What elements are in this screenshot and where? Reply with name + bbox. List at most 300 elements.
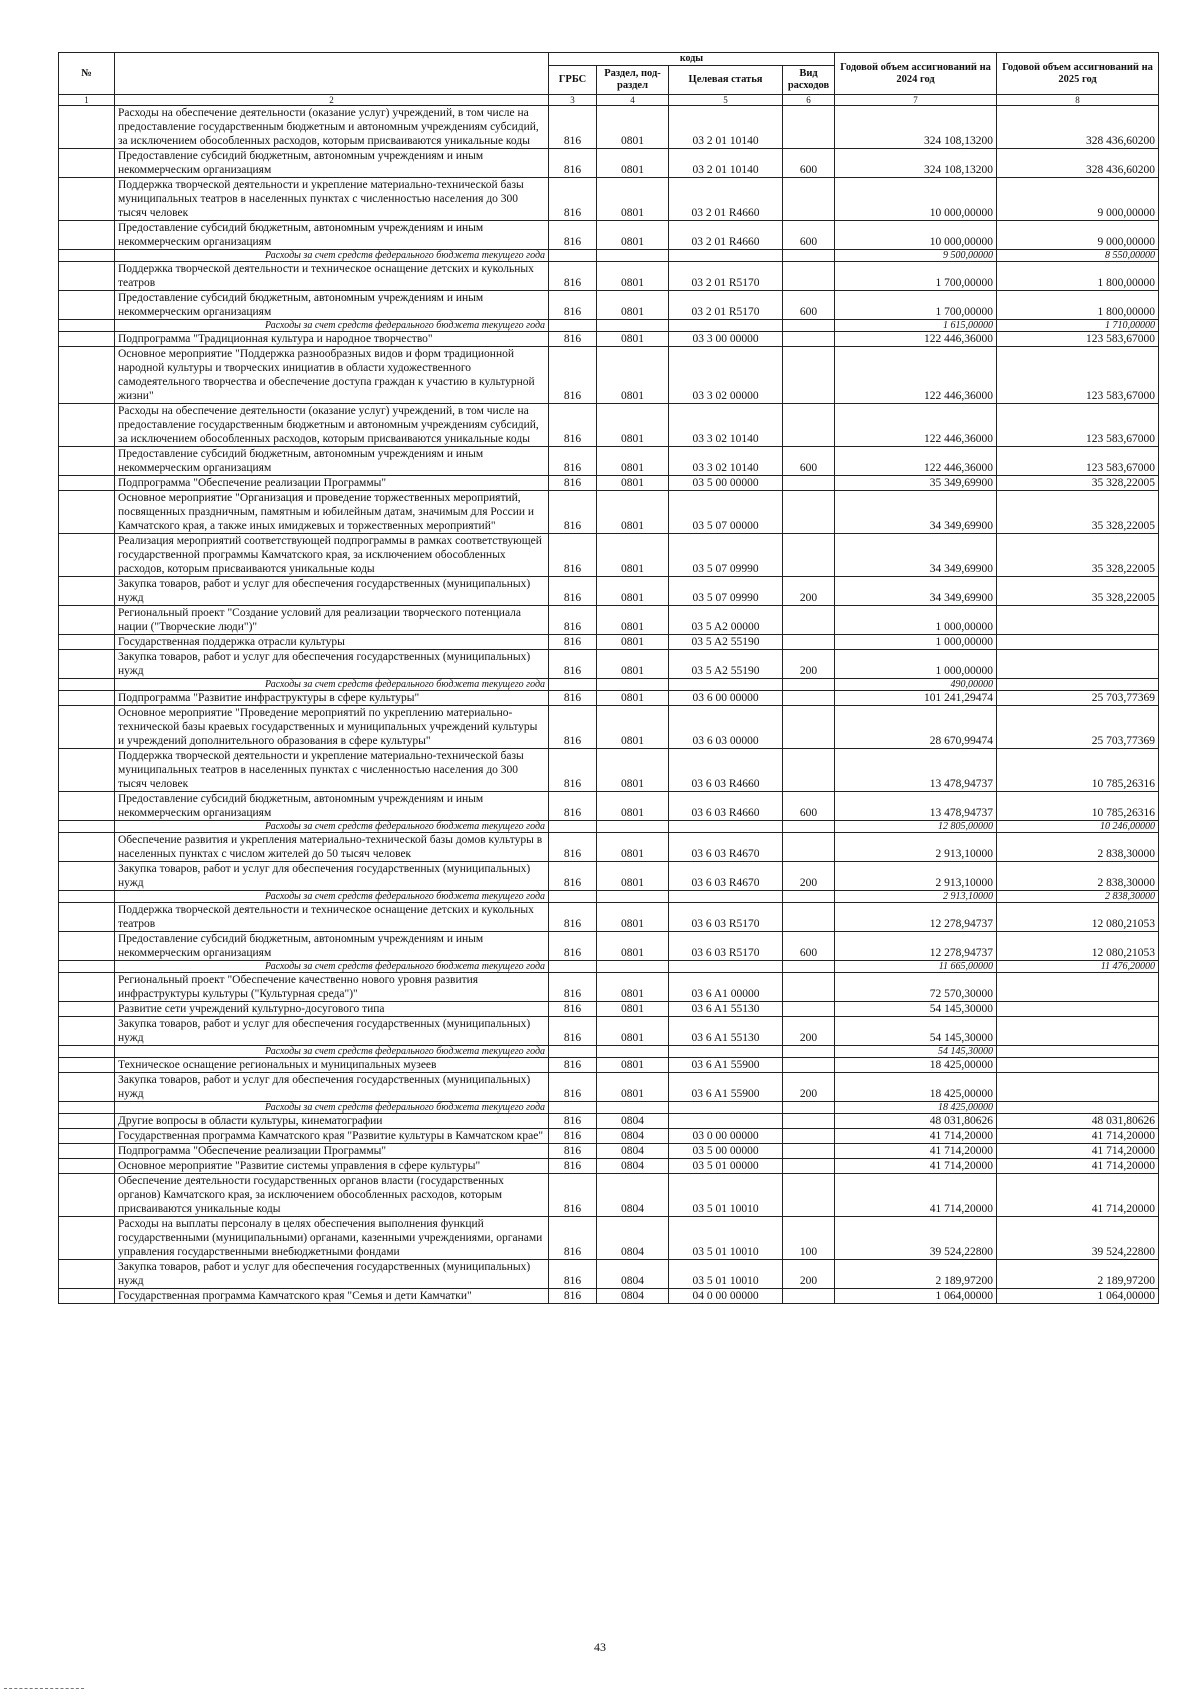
row-amount-2024: 18 425,00000 bbox=[835, 1073, 997, 1102]
row-grbs: 816 bbox=[549, 491, 597, 534]
row-name: Обеспечение развития и укрепления материально-технической базы домов культуры в населенных пунктах с числом жителей до 50 тысяч человек bbox=[115, 833, 549, 862]
table-row bbox=[59, 903, 1159, 932]
row-amount-2025 bbox=[997, 606, 1159, 635]
row-razdel: 0801 bbox=[597, 577, 669, 606]
row-name: Подпрограмма "Развитие инфраструктуры в сфере культуры" bbox=[115, 691, 549, 706]
table-body bbox=[59, 106, 1159, 1304]
row-name: Предоставление субсидий бюджетным, автономным учреждениям и иным некоммерческим организациям bbox=[115, 792, 549, 821]
row-amount-2024: 18 425,00000 bbox=[835, 1058, 997, 1073]
row-type bbox=[783, 476, 835, 491]
row-type bbox=[783, 347, 835, 404]
row-razdel: 0801 bbox=[597, 635, 669, 650]
row-type: 200 bbox=[783, 1073, 835, 1102]
row-name: Основное мероприятие "Организация и проведение торжественных мероприятий, посвященных праздничным, памятным и юбилейным датам, значимым для России и Камчатского края, а также иных имиджевых и торжественных мероприятий" bbox=[115, 491, 549, 534]
row-target: 03 6 A1 55130 bbox=[669, 1002, 783, 1017]
row-number bbox=[59, 262, 115, 291]
row-razdel: 0801 bbox=[597, 1058, 669, 1073]
row-name: Расходы за счет средств федерального бюджета текущего года bbox=[115, 961, 549, 973]
row-razdel: 0801 bbox=[597, 347, 669, 404]
row-target: 03 2 01 R4660 bbox=[669, 221, 783, 250]
row-name: Расходы за счет средств федерального бюджета текущего года bbox=[115, 679, 549, 691]
row-name: Обеспечение деятельности государственных органов власти (государственных органов) Камчатского края, за исключением обособленных расходов, которым присваиваются уникальные коды bbox=[115, 1174, 549, 1217]
row-amount-2025: 39 524,22800 bbox=[997, 1217, 1159, 1260]
row-grbs bbox=[549, 320, 597, 332]
header-2024: Годовой объем ассигнований на 2024 год bbox=[835, 53, 997, 95]
row-grbs: 816 bbox=[549, 833, 597, 862]
table-row bbox=[59, 178, 1159, 221]
row-grbs: 816 bbox=[549, 749, 597, 792]
row-grbs bbox=[549, 250, 597, 262]
row-target: 03 2 01 R5170 bbox=[669, 262, 783, 291]
row-amount-2024: 122 446,36000 bbox=[835, 332, 997, 347]
row-type bbox=[783, 833, 835, 862]
row-razdel: 0801 bbox=[597, 534, 669, 577]
row-target: 03 6 A1 00000 bbox=[669, 973, 783, 1002]
row-type bbox=[783, 961, 835, 973]
table-row bbox=[59, 291, 1159, 320]
row-amount-2024: 101 241,29474 bbox=[835, 691, 997, 706]
row-amount-2024: 54 145,30000 bbox=[835, 1046, 997, 1058]
row-razdel: 0801 bbox=[597, 1002, 669, 1017]
row-type bbox=[783, 691, 835, 706]
row-number bbox=[59, 106, 115, 149]
row-type bbox=[783, 749, 835, 792]
row-amount-2025: 41 714,20000 bbox=[997, 1174, 1159, 1217]
row-number bbox=[59, 1102, 115, 1114]
row-number bbox=[59, 404, 115, 447]
row-name: Поддержка творческой деятельности и укрепление материально-технической базы муниципальных театров в населенных пунктах с численностью населения до 300 тысяч человек bbox=[115, 178, 549, 221]
row-razdel: 0801 bbox=[597, 650, 669, 679]
row-amount-2025: 1 800,00000 bbox=[997, 262, 1159, 291]
row-type: 200 bbox=[783, 650, 835, 679]
row-razdel: 0801 bbox=[597, 404, 669, 447]
row-number bbox=[59, 1073, 115, 1102]
row-grbs bbox=[549, 1046, 597, 1058]
row-razdel: 0801 bbox=[597, 606, 669, 635]
row-razdel: 0804 bbox=[597, 1144, 669, 1159]
row-target: 03 5 00 00000 bbox=[669, 1144, 783, 1159]
row-amount-2024: 2 913,10000 bbox=[835, 862, 997, 891]
row-razdel: 0801 bbox=[597, 792, 669, 821]
row-amount-2025 bbox=[997, 1102, 1159, 1114]
row-amount-2024: 1 700,00000 bbox=[835, 291, 997, 320]
row-razdel: 0804 bbox=[597, 1114, 669, 1129]
row-razdel: 0801 bbox=[597, 932, 669, 961]
row-amount-2025 bbox=[997, 679, 1159, 691]
row-target: 03 6 A1 55900 bbox=[669, 1073, 783, 1102]
row-name: Закупка товаров, работ и услуг для обеспечения государственных (муниципальных) нужд bbox=[115, 1073, 549, 1102]
row-amount-2024: 122 446,36000 bbox=[835, 347, 997, 404]
row-number bbox=[59, 250, 115, 262]
colnum: 2 bbox=[115, 95, 549, 106]
row-target: 03 5 00 00000 bbox=[669, 476, 783, 491]
row-grbs: 816 bbox=[549, 1217, 597, 1260]
row-razdel: 0801 bbox=[597, 106, 669, 149]
row-grbs: 816 bbox=[549, 149, 597, 178]
row-target: 03 6 A1 55900 bbox=[669, 1058, 783, 1073]
row-name: Предоставление субсидий бюджетным, автономным учреждениям и иным некоммерческим организациям bbox=[115, 447, 549, 476]
page-number: 43 bbox=[594, 1640, 606, 1654]
row-amount-2025: 12 080,21053 bbox=[997, 932, 1159, 961]
row-number bbox=[59, 476, 115, 491]
row-amount-2025: 35 328,22005 bbox=[997, 491, 1159, 534]
row-name: Подпрограмма "Традиционная культура и народное творчество" bbox=[115, 332, 549, 347]
row-grbs: 816 bbox=[549, 706, 597, 749]
row-type: 600 bbox=[783, 291, 835, 320]
row-amount-2024: 324 108,13200 bbox=[835, 106, 997, 149]
row-grbs: 816 bbox=[549, 1289, 597, 1304]
row-type bbox=[783, 534, 835, 577]
row-target: 03 2 01 10140 bbox=[669, 149, 783, 178]
row-grbs: 816 bbox=[549, 932, 597, 961]
header-grbs: ГРБС bbox=[549, 66, 597, 95]
row-amount-2025 bbox=[997, 1046, 1159, 1058]
federal-budget-row bbox=[59, 1046, 1159, 1058]
row-grbs: 816 bbox=[549, 1174, 597, 1217]
row-target bbox=[669, 250, 783, 262]
row-razdel: 0801 bbox=[597, 706, 669, 749]
row-name: Закупка товаров, работ и услуг для обеспечения государственных (муниципальных) нужд bbox=[115, 577, 549, 606]
row-amount-2025: 2 838,30000 bbox=[997, 833, 1159, 862]
row-type bbox=[783, 1046, 835, 1058]
row-amount-2024: 28 670,99474 bbox=[835, 706, 997, 749]
table-row bbox=[59, 1174, 1159, 1217]
row-name: Поддержка творческой деятельности и укрепление материально-технической базы муниципальных театров в населенных пунктах с численностью населения до 300 тысяч человек bbox=[115, 749, 549, 792]
row-name: Основное мероприятие "Развитие системы управления в сфере культуры" bbox=[115, 1159, 549, 1174]
row-number bbox=[59, 932, 115, 961]
row-name: Региональный проект "Создание условий для реализации творческого потенциала нации ("Творческие люди")" bbox=[115, 606, 549, 635]
federal-budget-row bbox=[59, 821, 1159, 833]
row-razdel bbox=[597, 1102, 669, 1114]
row-target bbox=[669, 961, 783, 973]
row-amount-2024: 490,00000 bbox=[835, 679, 997, 691]
row-type: 600 bbox=[783, 447, 835, 476]
colnum: 3 bbox=[549, 95, 597, 106]
row-type bbox=[783, 679, 835, 691]
row-name: Расходы на обеспечение деятельности (оказание услуг) учреждений, в том числе на предоставление государственным бюджетным и автономным учреждениям субсидий, за исключением обособленных расходов, которым присваиваются уникальные коды bbox=[115, 106, 549, 149]
row-razdel: 0804 bbox=[597, 1260, 669, 1289]
row-target: 03 5 07 09990 bbox=[669, 534, 783, 577]
row-number bbox=[59, 706, 115, 749]
table-row bbox=[59, 606, 1159, 635]
row-amount-2025: 8 550,00000 bbox=[997, 250, 1159, 262]
row-name: Поддержка творческой деятельности и техническое оснащение детских и кукольных театров bbox=[115, 903, 549, 932]
header-razdel: Раздел, под-раздел bbox=[597, 66, 669, 95]
row-type bbox=[783, 1002, 835, 1017]
table-row bbox=[59, 262, 1159, 291]
row-number bbox=[59, 178, 115, 221]
row-amount-2024: 34 349,69900 bbox=[835, 534, 997, 577]
federal-budget-row bbox=[59, 250, 1159, 262]
federal-budget-row bbox=[59, 961, 1159, 973]
row-target: 03 5 07 09990 bbox=[669, 577, 783, 606]
table-row bbox=[59, 932, 1159, 961]
row-grbs: 816 bbox=[549, 973, 597, 1002]
row-amount-2024: 9 500,00000 bbox=[835, 250, 997, 262]
row-amount-2024: 324 108,13200 bbox=[835, 149, 997, 178]
row-razdel: 0801 bbox=[597, 833, 669, 862]
row-name: Развитие сети учреждений культурно-досугового типа bbox=[115, 1002, 549, 1017]
row-number bbox=[59, 833, 115, 862]
row-grbs: 816 bbox=[549, 1144, 597, 1159]
row-name: Государственная программа Камчатского края "Семья и дети Камчатки" bbox=[115, 1289, 549, 1304]
row-target: 03 5 01 10010 bbox=[669, 1217, 783, 1260]
row-amount-2024: 12 805,00000 bbox=[835, 821, 997, 833]
row-amount-2024: 18 425,00000 bbox=[835, 1102, 997, 1114]
row-grbs: 816 bbox=[549, 635, 597, 650]
table-row bbox=[59, 691, 1159, 706]
row-amount-2025: 1 800,00000 bbox=[997, 291, 1159, 320]
row-amount-2024: 41 714,20000 bbox=[835, 1174, 997, 1217]
table-row bbox=[59, 491, 1159, 534]
row-name: Закупка товаров, работ и услуг для обеспечения государственных (муниципальных) нужд bbox=[115, 1017, 549, 1046]
row-type bbox=[783, 1102, 835, 1114]
row-amount-2025: 1 710,00000 bbox=[997, 320, 1159, 332]
row-name: Расходы за счет средств федерального бюджета текущего года bbox=[115, 1046, 549, 1058]
row-amount-2024: 2 913,10000 bbox=[835, 891, 997, 903]
row-razdel bbox=[597, 821, 669, 833]
row-razdel bbox=[597, 320, 669, 332]
row-razdel: 0801 bbox=[597, 903, 669, 932]
row-amount-2024: 10 000,00000 bbox=[835, 221, 997, 250]
row-type: 600 bbox=[783, 792, 835, 821]
row-number bbox=[59, 149, 115, 178]
row-razdel: 0801 bbox=[597, 149, 669, 178]
row-amount-2025: 25 703,77369 bbox=[997, 706, 1159, 749]
row-name: Поддержка творческой деятельности и техническое оснащение детских и кукольных театров bbox=[115, 262, 549, 291]
row-type: 600 bbox=[783, 932, 835, 961]
row-amount-2025: 10 785,26316 bbox=[997, 749, 1159, 792]
row-number bbox=[59, 1017, 115, 1046]
table-row bbox=[59, 534, 1159, 577]
row-target: 03 2 01 R5170 bbox=[669, 291, 783, 320]
row-type bbox=[783, 250, 835, 262]
table-row bbox=[59, 862, 1159, 891]
row-target: 03 5 A2 55190 bbox=[669, 635, 783, 650]
row-target bbox=[669, 320, 783, 332]
table-row bbox=[59, 792, 1159, 821]
row-name: Закупка товаров, работ и услуг для обеспечения государственных (муниципальных) нужд bbox=[115, 862, 549, 891]
row-name: Закупка товаров, работ и услуг для обеспечения государственных (муниципальных) нужд bbox=[115, 1260, 549, 1289]
row-name: Расходы на обеспечение деятельности (оказание услуг) учреждений, в том числе на предоставление государственным бюджетным и автономным учреждениям субсидий, за исключением обособленных расходов, которым присваиваются уникальные коды bbox=[115, 404, 549, 447]
row-number bbox=[59, 332, 115, 347]
row-type bbox=[783, 1289, 835, 1304]
row-grbs: 816 bbox=[549, 291, 597, 320]
row-number bbox=[59, 577, 115, 606]
table-row bbox=[59, 476, 1159, 491]
table-row bbox=[59, 1058, 1159, 1073]
row-grbs: 816 bbox=[549, 1017, 597, 1046]
row-razdel bbox=[597, 679, 669, 691]
row-number bbox=[59, 1144, 115, 1159]
row-razdel: 0804 bbox=[597, 1217, 669, 1260]
row-number bbox=[59, 347, 115, 404]
row-amount-2025: 35 328,22005 bbox=[997, 577, 1159, 606]
row-grbs: 816 bbox=[549, 1129, 597, 1144]
row-type bbox=[783, 821, 835, 833]
row-razdel bbox=[597, 250, 669, 262]
header-num: № bbox=[59, 53, 115, 95]
row-number bbox=[59, 792, 115, 821]
row-grbs: 816 bbox=[549, 606, 597, 635]
row-amount-2024: 54 145,30000 bbox=[835, 1017, 997, 1046]
row-razdel: 0801 bbox=[597, 749, 669, 792]
row-amount-2025 bbox=[997, 1058, 1159, 1073]
row-number bbox=[59, 1159, 115, 1174]
row-type bbox=[783, 1159, 835, 1174]
row-amount-2024: 2 913,10000 bbox=[835, 833, 997, 862]
row-razdel bbox=[597, 891, 669, 903]
row-amount-2024: 34 349,69900 bbox=[835, 577, 997, 606]
table-row bbox=[59, 1129, 1159, 1144]
row-target: 03 3 02 10140 bbox=[669, 447, 783, 476]
row-razdel: 0801 bbox=[597, 691, 669, 706]
row-amount-2025: 48 031,80626 bbox=[997, 1114, 1159, 1129]
row-target: 03 6 03 R4670 bbox=[669, 833, 783, 862]
row-type: 200 bbox=[783, 862, 835, 891]
row-name: Государственная поддержка отрасли культуры bbox=[115, 635, 549, 650]
row-razdel: 0801 bbox=[597, 291, 669, 320]
row-number bbox=[59, 606, 115, 635]
row-razdel: 0801 bbox=[597, 447, 669, 476]
row-number bbox=[59, 291, 115, 320]
row-grbs: 816 bbox=[549, 1002, 597, 1017]
row-type bbox=[783, 404, 835, 447]
row-name: Основное мероприятие "Проведение мероприятий по укреплению материально-технической базы краевых государственных и муниципальных учреждений культуры и учреждений дополнительного образования в сфере культуры" bbox=[115, 706, 549, 749]
row-amount-2025: 9 000,00000 bbox=[997, 221, 1159, 250]
row-amount-2025: 41 714,20000 bbox=[997, 1129, 1159, 1144]
row-target bbox=[669, 1102, 783, 1114]
row-number bbox=[59, 320, 115, 332]
row-grbs: 816 bbox=[549, 534, 597, 577]
row-type bbox=[783, 1144, 835, 1159]
budget-table bbox=[58, 52, 1159, 1304]
row-name: Предоставление субсидий бюджетным, автономным учреждениям и иным некоммерческим организациям bbox=[115, 932, 549, 961]
row-grbs bbox=[549, 679, 597, 691]
table-row bbox=[59, 973, 1159, 1002]
row-number bbox=[59, 534, 115, 577]
row-number bbox=[59, 635, 115, 650]
row-type bbox=[783, 891, 835, 903]
row-grbs: 816 bbox=[549, 691, 597, 706]
row-target: 03 0 00 00000 bbox=[669, 1129, 783, 1144]
row-amount-2024: 1 000,00000 bbox=[835, 650, 997, 679]
row-type bbox=[783, 1114, 835, 1129]
row-number bbox=[59, 650, 115, 679]
row-amount-2024: 12 278,94737 bbox=[835, 932, 997, 961]
table-row bbox=[59, 347, 1159, 404]
table-row bbox=[59, 1217, 1159, 1260]
table-row bbox=[59, 149, 1159, 178]
row-type: 100 bbox=[783, 1217, 835, 1260]
table-header bbox=[59, 53, 1159, 106]
row-grbs: 816 bbox=[549, 404, 597, 447]
row-grbs: 816 bbox=[549, 1159, 597, 1174]
row-amount-2024: 41 714,20000 bbox=[835, 1144, 997, 1159]
row-number bbox=[59, 679, 115, 691]
row-grbs bbox=[549, 961, 597, 973]
table-row bbox=[59, 635, 1159, 650]
row-amount-2025: 12 080,21053 bbox=[997, 903, 1159, 932]
row-grbs: 816 bbox=[549, 178, 597, 221]
row-target: 03 3 00 00000 bbox=[669, 332, 783, 347]
row-amount-2025: 2 838,30000 bbox=[997, 862, 1159, 891]
row-name: Расходы за счет средств федерального бюджета текущего года bbox=[115, 250, 549, 262]
row-amount-2024: 122 446,36000 bbox=[835, 404, 997, 447]
row-type bbox=[783, 262, 835, 291]
row-grbs: 816 bbox=[549, 262, 597, 291]
row-grbs bbox=[549, 1102, 597, 1114]
header-name bbox=[115, 53, 549, 95]
row-type: 200 bbox=[783, 577, 835, 606]
row-number bbox=[59, 862, 115, 891]
row-name: Подпрограмма "Обеспечение реализации Программы" bbox=[115, 1144, 549, 1159]
row-amount-2025: 328 436,60200 bbox=[997, 106, 1159, 149]
row-amount-2025: 10 785,26316 bbox=[997, 792, 1159, 821]
row-number bbox=[59, 1217, 115, 1260]
row-grbs: 816 bbox=[549, 106, 597, 149]
row-razdel: 0801 bbox=[597, 862, 669, 891]
row-grbs: 816 bbox=[549, 221, 597, 250]
row-type bbox=[783, 973, 835, 1002]
row-grbs: 816 bbox=[549, 650, 597, 679]
row-amount-2024: 1 000,00000 bbox=[835, 635, 997, 650]
row-number bbox=[59, 1114, 115, 1129]
row-amount-2025: 1 064,00000 bbox=[997, 1289, 1159, 1304]
row-name: Расходы на выплаты персоналу в целях обеспечения выполнения функций государственными (муниципальными) органами, казенными учреждениями, органами управления государственными внебюджетными фондами bbox=[115, 1217, 549, 1260]
row-razdel: 0801 bbox=[597, 491, 669, 534]
row-razdel: 0801 bbox=[597, 332, 669, 347]
row-amount-2025 bbox=[997, 1002, 1159, 1017]
row-amount-2024: 11 665,00000 bbox=[835, 961, 997, 973]
federal-budget-row bbox=[59, 320, 1159, 332]
row-amount-2025 bbox=[997, 650, 1159, 679]
row-razdel bbox=[597, 961, 669, 973]
row-type: 600 bbox=[783, 149, 835, 178]
row-type bbox=[783, 635, 835, 650]
row-number bbox=[59, 221, 115, 250]
row-amount-2025: 35 328,22005 bbox=[997, 476, 1159, 491]
row-name: Расходы за счет средств федерального бюджета текущего года bbox=[115, 821, 549, 833]
row-amount-2025: 123 583,67000 bbox=[997, 347, 1159, 404]
row-name: Региональный проект "Обеспечение качественно нового уровня развития инфраструктуры культуры ("Культурная среда")" bbox=[115, 973, 549, 1002]
row-target: 03 3 02 00000 bbox=[669, 347, 783, 404]
row-amount-2024: 2 189,97200 bbox=[835, 1260, 997, 1289]
row-amount-2025: 328 436,60200 bbox=[997, 149, 1159, 178]
row-amount-2024: 122 446,36000 bbox=[835, 447, 997, 476]
row-razdel: 0804 bbox=[597, 1129, 669, 1144]
colnum: 6 bbox=[783, 95, 835, 106]
row-name: Техническое оснащение региональных и муниципальных музеев bbox=[115, 1058, 549, 1073]
row-razdel: 0804 bbox=[597, 1159, 669, 1174]
row-amount-2024: 12 278,94737 bbox=[835, 903, 997, 932]
row-amount-2024: 13 478,94737 bbox=[835, 792, 997, 821]
row-number bbox=[59, 447, 115, 476]
row-amount-2025: 2 189,97200 bbox=[997, 1260, 1159, 1289]
row-amount-2024: 34 349,69900 bbox=[835, 491, 997, 534]
row-grbs: 816 bbox=[549, 903, 597, 932]
row-type bbox=[783, 1129, 835, 1144]
row-type bbox=[783, 606, 835, 635]
row-grbs: 816 bbox=[549, 1114, 597, 1129]
row-amount-2024: 1 615,00000 bbox=[835, 320, 997, 332]
row-amount-2025: 9 000,00000 bbox=[997, 178, 1159, 221]
row-amount-2025 bbox=[997, 973, 1159, 1002]
colnum: 1 bbox=[59, 95, 115, 106]
row-amount-2025: 11 476,20000 bbox=[997, 961, 1159, 973]
row-razdel bbox=[597, 1046, 669, 1058]
table-row bbox=[59, 1289, 1159, 1304]
